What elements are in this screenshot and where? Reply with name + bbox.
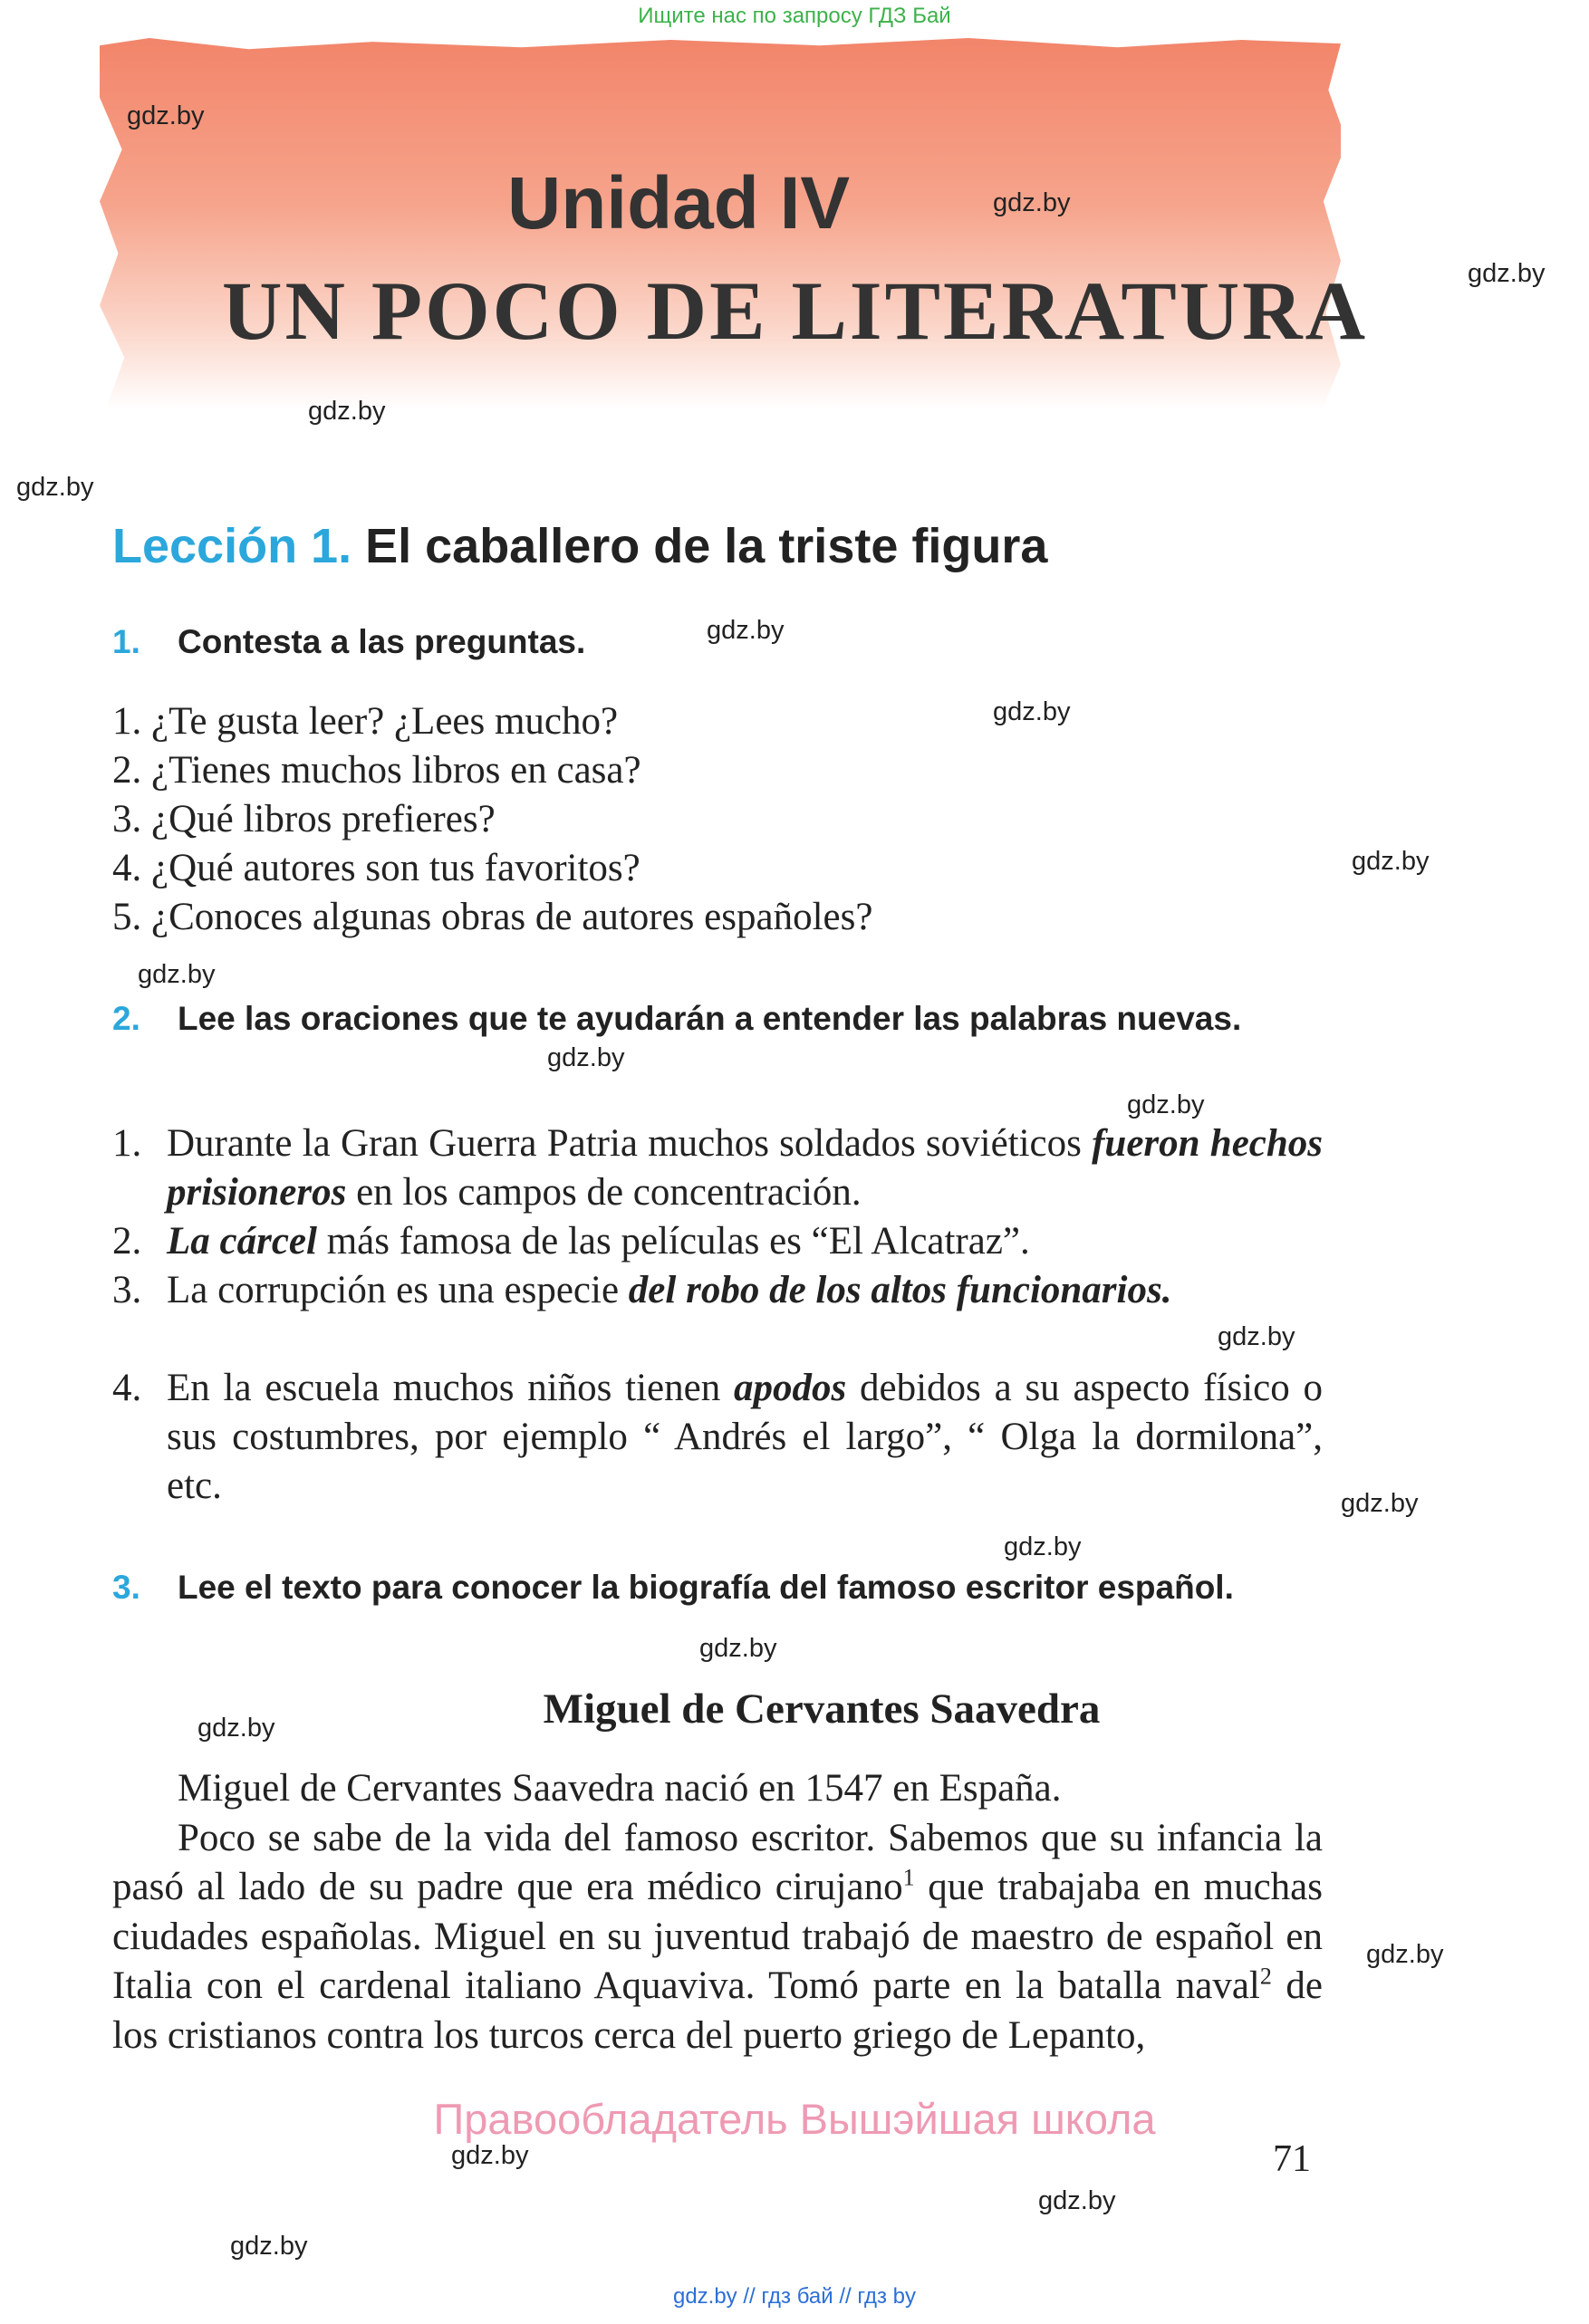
watermark: gdz.by: [547, 1043, 625, 1072]
sentence-keyword: apodos: [734, 1367, 847, 1409]
exercise-number: 1.: [112, 623, 140, 660]
exercise-text: Lee el texto para conocer la biografía del famoso escritor español.: [178, 1569, 1234, 1606]
watermark: gdz.by: [1352, 847, 1430, 876]
watermark: gdz.by: [1341, 1489, 1419, 1518]
paragraph-text: de los cristianos contra los turcos cerca del puerto griego de Lepanto,: [112, 1964, 1323, 2057]
sentence-number: 3.: [112, 1269, 142, 1311]
sentence-text: debidos a su aspecto físico o sus costumbres, por ejemplo “ Andrés el largo”, “ Olga la dormilona”, etc.: [167, 1367, 1323, 1507]
sentence-text: en los campos de concentración.: [346, 1171, 862, 1214]
watermark: gdz.by: [1038, 2186, 1116, 2215]
watermark: gdz.by: [138, 960, 216, 989]
sentence-text: más famosa de las películas es “El Alcatraz”.: [316, 1220, 1030, 1263]
sentence-text: La corrupción es una especie: [167, 1269, 629, 1311]
paragraph-2: [112, 1814, 1323, 2061]
watermark: gdz.by: [197, 1714, 275, 1743]
watermark: gdz.by: [451, 2141, 529, 2170]
exercise-number: 2.: [112, 1000, 140, 1037]
sentence-number: 2.: [112, 1220, 142, 1263]
question-item: 2. ¿Tienes muchos libros en casa?: [112, 749, 641, 792]
text-body: [112, 1764, 1323, 2060]
watermark: gdz.by: [1004, 1532, 1082, 1561]
lesson-number: Lección 1.: [112, 519, 352, 573]
question-item: 5. ¿Conoces algunas obras de autores españoles?: [112, 896, 873, 938]
copyright-notice: Правообладатель Вышэйшая школа: [433, 2095, 1156, 2143]
question-item: 4. ¿Qué autores son tus favoritos?: [112, 847, 640, 889]
sentence-item: [112, 1217, 1323, 1266]
watermark: gdz.by: [1366, 1940, 1444, 1969]
text-heading: Miguel de Cervantes Saavedra: [543, 1685, 1101, 1733]
watermark: gdz.by: [993, 697, 1071, 726]
footnote-marker: 1: [902, 1864, 915, 1891]
top-search-note: Ищите нас по запросу ГДЗ Бай: [638, 4, 951, 28]
exercise-3-instruction: [112, 1565, 1326, 1610]
page-number: 71: [1273, 2138, 1311, 2180]
sentence-item: [112, 1119, 1323, 1217]
watermark: gdz.by: [1218, 1322, 1295, 1351]
sentence-text: En la escuela muchos niños tienen: [167, 1367, 735, 1409]
exercise-2-instruction: [112, 996, 1326, 1042]
watermark: gdz.by: [699, 1634, 777, 1663]
paragraph-text: que trabajaba en muchas ciudades españolas. Miguel en su juventud trabajó de maestro de español en Italia con el cardenal italiano Aquaviva. Tomó parte en la batalla naval: [112, 1866, 1324, 2007]
sentence-item: [112, 1364, 1323, 1511]
footer-links[interactable]: gdz.by // гдз бай // гдз by: [672, 2284, 917, 2309]
paragraph-text: Poco se sabe de la vida del famoso escritor. Sabemos que su infancia la pasó al lado de su padre que era médico cirujano: [112, 1816, 1323, 1908]
footnote-marker: 2: [1259, 1963, 1272, 1990]
watermark: gdz.by: [16, 473, 94, 502]
sentence-number: 4.: [112, 1367, 142, 1409]
watermark: gdz.by: [308, 397, 386, 426]
unit-title: UN POCO DE LITERATURA: [222, 264, 1369, 357]
watermark: gdz.by: [993, 188, 1071, 217]
watermark: gdz.by: [707, 616, 785, 645]
exercise-text: Lee las oraciones que te ayudarán a entender las palabras nuevas.: [178, 1000, 1242, 1037]
watermark: gdz.by: [230, 2232, 308, 2261]
exercise-text: Contesta a las preguntas.: [178, 623, 586, 660]
paragraph-1: Miguel de Cervantes Saavedra nació en 1547 en España.: [178, 1767, 1062, 1810]
sentence-item: [112, 1266, 1323, 1315]
sentence-keyword: fueron hechos prisioneros: [167, 1122, 1324, 1214]
question-item: 3. ¿Qué libros prefieres?: [112, 798, 496, 840]
lesson-name: El caballero de la triste figura: [365, 519, 1048, 573]
sentence-keyword: del robo de los altos funcionarios.: [628, 1269, 1172, 1311]
question-item: 1. ¿Te gusta leer? ¿Lees mucho?: [112, 700, 619, 743]
watermark: gdz.by: [1127, 1090, 1205, 1119]
watermark: gdz.by: [1468, 259, 1546, 288]
sentence-number: 1.: [112, 1122, 142, 1165]
exercise-1-instruction: [112, 619, 1326, 665]
watermark: gdz.by: [127, 101, 205, 130]
exercise-number: 3.: [112, 1569, 140, 1606]
lesson-title: [112, 518, 1047, 574]
sentence-keyword: La cárcel: [167, 1220, 317, 1263]
unit-label: Unidad IV: [507, 162, 851, 245]
sentence-text: Durante la Gran Guerra Patria muchos soldados soviéticos: [167, 1122, 1093, 1165]
